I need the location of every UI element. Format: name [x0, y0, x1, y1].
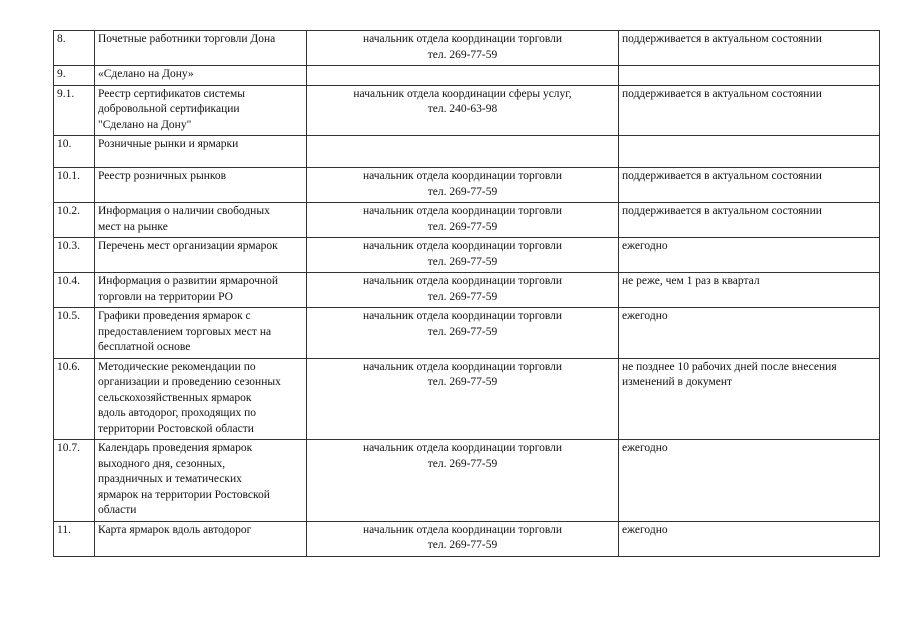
- item-name-cell: [95, 66, 307, 86]
- item-name-cell: [95, 203, 307, 238]
- responsible-person-line: начальник отдела координации торговли: [362, 240, 563, 252]
- responsible-person-cell: [307, 521, 619, 556]
- item-name-cell: [95, 136, 307, 168]
- item-name-line: вдоль автодорог, проходящих по: [98, 407, 257, 419]
- row-number: 8.: [57, 33, 66, 45]
- item-name-line: Реестр сертификатов системы: [98, 87, 246, 100]
- row-number: 10.: [57, 138, 72, 150]
- update-frequency-cell: [619, 273, 880, 308]
- row-number: 10.5.: [57, 310, 80, 322]
- table-row: [54, 273, 880, 308]
- responsible-person-line: тел. 269-77-59: [427, 255, 498, 268]
- item-name-cell: [95, 273, 307, 308]
- update-frequency-line: поддерживается в актуальном состоянии: [622, 170, 822, 182]
- responsible-person-cell: [307, 66, 619, 86]
- responsible-person-cell: [307, 440, 619, 522]
- row-number: 10.7.: [57, 442, 80, 454]
- row-number: 10.2.: [57, 205, 80, 217]
- item-name-line: добровольной сертификации: [98, 103, 240, 115]
- item-name-line: Почетные работники торговли Дона: [98, 33, 276, 45]
- item-name-line: "Сделано на Дону": [98, 118, 192, 131]
- item-name-cell: [95, 85, 307, 136]
- item-name-line: бесплатной основе: [98, 341, 191, 353]
- table-row: [54, 358, 880, 440]
- responsible-person-line: тел. 269-77-59: [427, 539, 498, 551]
- responsible-person-cell: [307, 203, 619, 238]
- item-name-cell: [95, 521, 307, 556]
- item-name-line: Информация о развитии ярмарочной: [98, 275, 279, 287]
- item-name-line: области: [98, 504, 137, 516]
- update-frequency-cell: [619, 521, 880, 556]
- item-name-line: Календарь проведения ярмарок: [98, 442, 253, 454]
- responsible-person-line: тел. 269-77-59: [427, 325, 498, 338]
- responsible-person-cell: [307, 238, 619, 273]
- table-row: [54, 238, 880, 273]
- table-row: [54, 85, 880, 136]
- responsible-person-line: начальник отдела координации торговли: [362, 205, 563, 217]
- update-frequency-line: ежегодно: [622, 240, 668, 252]
- row-number-cell: [54, 238, 95, 273]
- row-number-cell: [54, 273, 95, 308]
- responsible-person-line: тел. 269-77-59: [427, 220, 498, 233]
- item-name-line: Методические рекомендации по: [98, 360, 256, 373]
- item-name-line: Карта ярмарок вдоль автодорог: [98, 523, 252, 536]
- table-row: [54, 308, 880, 359]
- row-number: 11.: [57, 523, 71, 536]
- update-frequency-cell: [619, 85, 880, 136]
- row-number-cell: [54, 203, 95, 238]
- responsible-person-line: тел. 269-77-59: [427, 290, 498, 303]
- responsible-person-line: тел. 269-77-59: [427, 48, 498, 61]
- item-name-line: организации и проведению сезонных: [98, 376, 281, 388]
- table-row: [54, 31, 880, 66]
- update-frequency-line: ежегодно: [622, 523, 668, 536]
- row-number-cell: [54, 358, 95, 440]
- item-name-line: Графики проведения ярмарок с: [98, 310, 251, 322]
- responsible-person-line: начальник отдела координации торговли: [362, 170, 563, 182]
- update-frequency-cell: [619, 440, 880, 522]
- item-name-line: «Сделано на Дону»: [98, 68, 194, 80]
- update-frequency-line: не позднее 10 рабочих дней после внесения: [622, 360, 837, 373]
- responsible-person-cell: [307, 85, 619, 136]
- table-row: [54, 440, 880, 522]
- row-number: 10.4.: [57, 275, 80, 287]
- row-number: 10.6.: [57, 360, 80, 373]
- item-name-cell: [95, 31, 307, 66]
- responsible-person-line: тел. 269-77-59: [427, 185, 498, 198]
- item-name-cell: [95, 168, 307, 203]
- responsible-person-line: тел. 269-77-59: [427, 376, 498, 388]
- item-name-line: торговли на территории РО: [98, 290, 233, 303]
- update-frequency-cell: [619, 66, 880, 86]
- responsible-person-cell: [307, 31, 619, 66]
- responsible-person-cell: [307, 308, 619, 359]
- item-name-line: сельскохозяйственных ярмарок: [98, 391, 252, 404]
- table-row: [54, 136, 880, 168]
- responsible-person-line: начальник отдела координации сферы услуг,: [353, 87, 572, 100]
- update-frequency-cell: [619, 168, 880, 203]
- item-name-line: мест на рынке: [98, 220, 168, 233]
- responsible-person-cell: [307, 358, 619, 440]
- item-name-cell: [95, 440, 307, 522]
- row-number-cell: [54, 521, 95, 556]
- responsible-person-line: начальник отдела координации торговли: [362, 442, 563, 454]
- update-frequency-cell: [619, 238, 880, 273]
- item-name-line: Информация о наличии свободных: [98, 205, 270, 217]
- responsible-person-line: начальник отдела координации торговли: [362, 310, 563, 322]
- row-number-cell: [54, 136, 95, 168]
- responsible-person-line: тел. 240-63-98: [427, 103, 498, 115]
- item-name-line: праздничных и тематических: [98, 473, 242, 485]
- update-frequency-cell: [619, 136, 880, 168]
- update-frequency-cell: [619, 203, 880, 238]
- responsible-person-line: начальник отдела координации торговли: [362, 523, 563, 536]
- row-number: 10.3.: [57, 240, 80, 252]
- item-name-line: Перечень мест организации ярмарок: [98, 240, 278, 252]
- update-frequency-line: поддерживается в актуальном состоянии: [622, 33, 822, 45]
- update-frequency-cell: [619, 31, 880, 66]
- item-name-cell: [95, 238, 307, 273]
- row-number-cell: [54, 31, 95, 66]
- item-name-line: территории Ростовской области: [98, 422, 254, 435]
- item-name-line: Розничные рынки и ярмарки: [98, 138, 239, 150]
- table-row: [54, 168, 880, 203]
- row-number-cell: [54, 440, 95, 522]
- responsible-person-cell: [307, 168, 619, 203]
- update-frequency-line: изменений в документ: [622, 376, 733, 388]
- table-row: [54, 203, 880, 238]
- update-frequency-cell: [619, 308, 880, 359]
- item-name-line: ярмарок на территории Ростовской: [98, 488, 270, 501]
- row-number-cell: [54, 85, 95, 136]
- update-frequency-cell: [619, 358, 880, 440]
- row-number: 10.1.: [57, 170, 80, 182]
- item-name-line: Реестр розничных рынков: [98, 170, 227, 182]
- row-number-cell: [54, 168, 95, 203]
- update-frequency-line: не реже, чем 1 раз в квартал: [622, 275, 760, 287]
- update-frequency-line: поддерживается в актуальном состоянии: [622, 87, 822, 100]
- row-number: 9.: [57, 68, 66, 80]
- item-name-line: предоставлением торговых мест на: [98, 325, 272, 338]
- document-table: [53, 30, 880, 557]
- update-frequency-line: ежегодно: [622, 310, 668, 322]
- row-number-cell: [54, 66, 95, 86]
- row-number: 9.1.: [57, 87, 75, 100]
- update-frequency-line: ежегодно: [622, 442, 668, 454]
- responsible-person-cell: [307, 136, 619, 168]
- item-name-line: выходного дня, сезонных,: [98, 457, 226, 470]
- responsible-person-line: тел. 269-77-59: [427, 457, 498, 470]
- responsible-person-cell: [307, 273, 619, 308]
- table-row: [54, 521, 880, 556]
- row-number-cell: [54, 308, 95, 359]
- item-name-cell: [95, 358, 307, 440]
- table-body: [54, 31, 880, 557]
- item-name-cell: [95, 308, 307, 359]
- update-frequency-line: поддерживается в актуальном состоянии: [622, 205, 822, 217]
- responsible-person-line: начальник отдела координации торговли: [362, 33, 563, 45]
- table-row: [54, 66, 880, 86]
- responsible-person-line: начальник отдела координации торговли: [362, 275, 563, 287]
- responsible-person-line: начальник отдела координации торговли: [362, 360, 563, 373]
